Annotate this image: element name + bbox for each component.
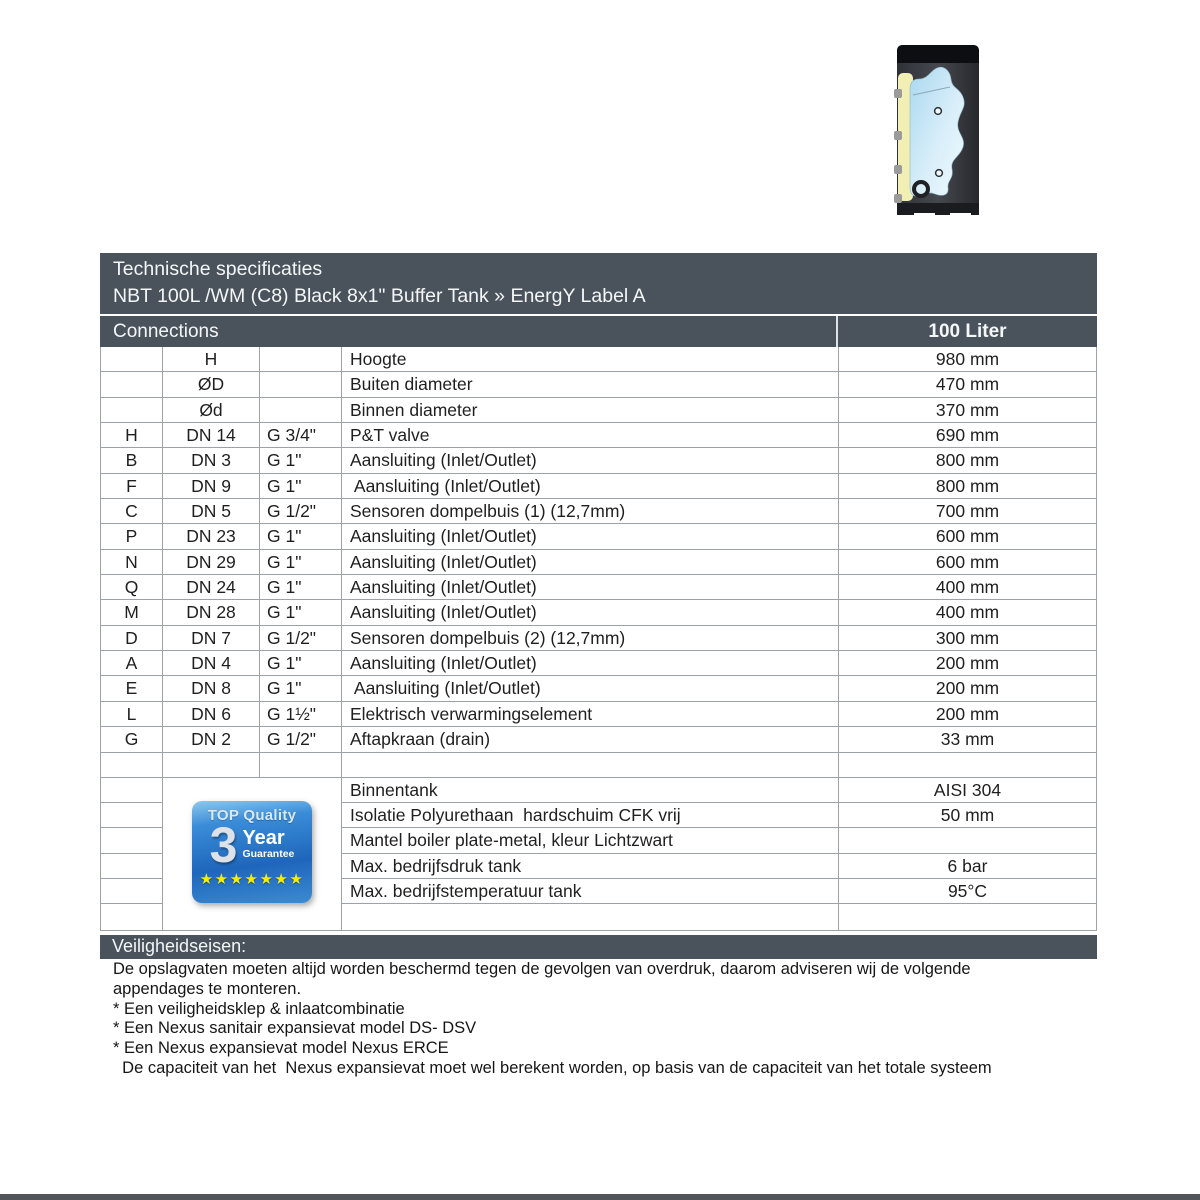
spec-desc-cell — [342, 753, 839, 777]
spec-desc-cell: Sensoren dompelbuis (2) (12,7mm) — [342, 626, 839, 650]
badge-sub: Guarantee — [242, 848, 295, 861]
details-desc-cell: Binnentank — [342, 778, 839, 803]
spec-thread-cell: G 1/2" — [260, 626, 342, 650]
safety-title-bar — [100, 935, 1097, 959]
spec-letter-cell — [101, 753, 163, 777]
spec-letter-cell: D — [101, 626, 163, 650]
spec-value-cell: 200 mm — [935, 653, 1000, 674]
spec-row — [101, 651, 1096, 676]
page-bottom-bar — [0, 1194, 1200, 1200]
spec-letter-cell: E — [101, 676, 163, 700]
spec-value-cell: 600 mm — [935, 551, 1000, 572]
spec-thread-cell: G 1" — [260, 600, 342, 624]
details-value-cell: AISI 304 — [839, 778, 1096, 803]
spec-thread-cell: G 1½" — [260, 702, 342, 726]
spec-letter-cell — [101, 398, 163, 422]
spec-value-cell: 800 mm — [935, 450, 1000, 471]
spec-sheet — [100, 253, 1097, 931]
spec-row — [101, 499, 1096, 524]
spec-rows — [101, 347, 1096, 778]
spec-dn-cell: DN 7 — [163, 626, 260, 650]
connections-label: Connections — [100, 316, 838, 347]
safety-line: * Een Nexus expansievat model Nexus ERCE — [113, 1039, 449, 1058]
spec-desc-cell: Sensoren dompelbuis (1) (12,7mm) — [342, 499, 839, 523]
spec-desc-cell: Aansluiting (Inlet/Outlet) — [342, 550, 839, 574]
spec-thread-cell: G 3/4" — [260, 423, 342, 447]
spec-dn-cell: ØD — [163, 372, 260, 396]
badge-unit: Year — [242, 827, 285, 850]
spec-letter-cell: A — [101, 651, 163, 675]
spec-desc-cell: Aftapkraan (drain) — [342, 727, 839, 751]
safety-line: appendages te monteren. — [113, 979, 302, 998]
safety-line: * Een veiligheidsklep & inlaatcombinatie — [113, 999, 405, 1018]
spec-thread-cell: G 1/2" — [260, 499, 342, 523]
spec-desc-cell: Aansluiting (Inlet/Outlet) — [342, 676, 839, 700]
spec-thread-cell: G 1" — [260, 651, 342, 675]
spec-row — [101, 600, 1096, 625]
spec-dn-cell: DN 29 — [163, 550, 260, 574]
spec-desc-cell: Buiten diameter — [342, 372, 839, 396]
spec-thread-cell: G 1" — [260, 676, 342, 700]
details-value-cell: 6 bar — [839, 854, 1096, 879]
spec-value-cell: 200 mm — [935, 703, 1000, 724]
capacity-label: 100 Liter — [928, 321, 1007, 342]
spec-row — [101, 575, 1096, 600]
spec-dn-cell: DN 23 — [163, 524, 260, 548]
spec-dn-cell — [163, 753, 260, 777]
spec-value-cell — [839, 753, 1096, 777]
spec-value-cell: 690 mm — [935, 425, 1000, 446]
badge-stars-icon: ★★★★★★★ — [199, 870, 305, 888]
spec-dn-cell: H — [163, 347, 260, 371]
spec-value-cell: 600 mm — [935, 526, 1000, 547]
spec-letter-cell — [101, 372, 163, 396]
spec-row — [101, 550, 1096, 575]
spec-row — [101, 448, 1096, 473]
spec-letter-cell: Q — [101, 575, 163, 599]
spec-row — [101, 524, 1096, 549]
safety-text — [113, 960, 1108, 1079]
spec-row — [101, 702, 1096, 727]
spec-thread-cell — [260, 372, 342, 396]
badge-middle — [192, 816, 312, 873]
spec-letter-cell: N — [101, 550, 163, 574]
spec-dn-cell: DN 24 — [163, 575, 260, 599]
spec-dn-cell: DN 3 — [163, 448, 260, 472]
spec-value-cell: 980 mm — [935, 349, 1000, 369]
spec-desc-cell: Aansluiting (Inlet/Outlet) — [342, 600, 839, 624]
spec-value-cell: 33 mm — [940, 729, 995, 750]
spec-letter-cell: H — [101, 423, 163, 447]
safety-line: De capaciteit van het Nexus expansievat moet wel berekent worden, op basis van de capaciteit van het totale systeem — [113, 1058, 992, 1077]
spec-desc-cell: Hoogte — [342, 347, 839, 371]
spec-thread-cell: G 1" — [260, 575, 342, 599]
spec-thread-cell: G 1" — [260, 524, 342, 548]
spec-value-cell: 200 mm — [935, 678, 1000, 699]
details-left-cell — [101, 778, 163, 803]
spec-letter-cell: B — [101, 448, 163, 472]
spec-dn-cell: DN 2 — [163, 727, 260, 751]
sheet-title: Technische specificaties — [113, 258, 323, 280]
spec-desc-cell: Aansluiting (Inlet/Outlet) — [342, 448, 839, 472]
spec-value-cell: 700 mm — [935, 501, 1000, 522]
details-desc-cell: Isolatie Polyurethaan hardschuim CFK vrij — [342, 803, 839, 828]
badge-top-label: TOP Quality — [207, 806, 297, 824]
spec-letter-cell: G — [101, 727, 163, 751]
spec-letter-cell: F — [101, 474, 163, 498]
details-left-cell — [101, 803, 163, 828]
spec-dn-cell: DN 5 — [163, 499, 260, 523]
details-value-cell: 95°C — [839, 879, 1096, 904]
spec-desc-cell: Aansluiting (Inlet/Outlet) — [342, 575, 839, 599]
details-left-cell — [101, 854, 163, 879]
details-desc-cell: Max. bedrijfstemperatuur tank — [342, 879, 839, 904]
spec-row — [101, 474, 1096, 499]
spec-dn-cell: DN 28 — [163, 600, 260, 624]
spec-value-cell: 470 mm — [935, 374, 1000, 395]
spec-value-cell: 800 mm — [935, 475, 1000, 496]
safety-title: Veiligheidseisen: — [112, 936, 247, 956]
spec-desc-cell: Aansluiting (Inlet/Outlet) — [342, 474, 839, 498]
title-block — [100, 253, 1097, 314]
spec-thread-cell — [260, 398, 342, 422]
spec-value-cell: 400 mm — [935, 577, 1000, 598]
safety-line: De opslagvaten moeten altijd worden beschermd tegen de gevolgen van overdruk, daarom adviseren wij de volgende — [113, 960, 971, 978]
spec-desc-cell: Elektrisch verwarmingselement — [342, 702, 839, 726]
spec-letter-cell: M — [101, 600, 163, 624]
spec-tables — [100, 347, 1097, 931]
spec-dn-cell: DN 9 — [163, 474, 260, 498]
details-grid — [101, 778, 1096, 930]
spec-dn-cell: Ød — [163, 398, 260, 422]
spec-dn-cell: DN 4 — [163, 651, 260, 675]
spec-thread-cell: G 1" — [260, 474, 342, 498]
product-name: NBT 100L /WM (C8) Black 8x1" Buffer Tank » EnergY Label A — [113, 285, 646, 307]
spec-letter-cell: C — [101, 499, 163, 523]
spec-row — [101, 626, 1096, 651]
details-value-cell — [839, 828, 1096, 853]
spec-desc-cell: Aansluiting (Inlet/Outlet) — [342, 651, 839, 675]
spec-value-cell: 400 mm — [935, 602, 1000, 623]
spec-desc-cell: Binnen diameter — [342, 398, 839, 422]
spec-dn-cell: DN 14 — [163, 423, 260, 447]
spec-row — [101, 727, 1096, 752]
spec-desc-cell: Aansluiting (Inlet/Outlet) — [342, 524, 839, 548]
spec-desc-cell: P&T valve — [342, 423, 839, 447]
connections-header — [100, 316, 1097, 347]
spec-letter-cell: L — [101, 702, 163, 726]
details-value-cell: 50 mm — [839, 803, 1096, 828]
details-value-cell — [839, 904, 1096, 929]
details-left-cell — [101, 828, 163, 853]
safety-line: * Een Nexus sanitair expansievat model DS- DSV — [113, 1019, 477, 1038]
spec-letter-cell — [101, 347, 163, 371]
spec-thread-cell — [260, 347, 342, 371]
spec-dn-cell: DN 6 — [163, 702, 260, 726]
details-desc-cell — [342, 904, 839, 929]
spec-row — [101, 753, 1096, 778]
spec-row — [101, 372, 1096, 397]
spec-row — [101, 347, 1096, 372]
details-left-cell — [101, 879, 163, 904]
details-left-cell — [101, 904, 163, 929]
spec-row — [101, 676, 1096, 701]
spec-thread-cell: G 1/2" — [260, 727, 342, 751]
spec-thread-cell: G 1" — [260, 550, 342, 574]
spec-row — [101, 423, 1096, 448]
details-desc-cell: Max. bedrijfsdruk tank — [342, 854, 839, 879]
badge-number: 3 — [209, 816, 238, 873]
spec-value-cell: 300 mm — [935, 627, 1000, 648]
details-desc-cell: Mantel boiler plate-metal, kleur Lichtzwart — [342, 828, 839, 853]
spec-row — [101, 398, 1096, 423]
spec-thread-cell: G 1" — [260, 448, 342, 472]
spec-thread-cell — [260, 753, 342, 777]
tank-cutaway-illustration — [894, 45, 982, 223]
spec-value-cell: 370 mm — [935, 399, 1000, 420]
badge-cell — [163, 778, 342, 930]
spec-letter-cell: P — [101, 524, 163, 548]
spec-dn-cell: DN 8 — [163, 676, 260, 700]
quality-badge — [192, 801, 312, 903]
